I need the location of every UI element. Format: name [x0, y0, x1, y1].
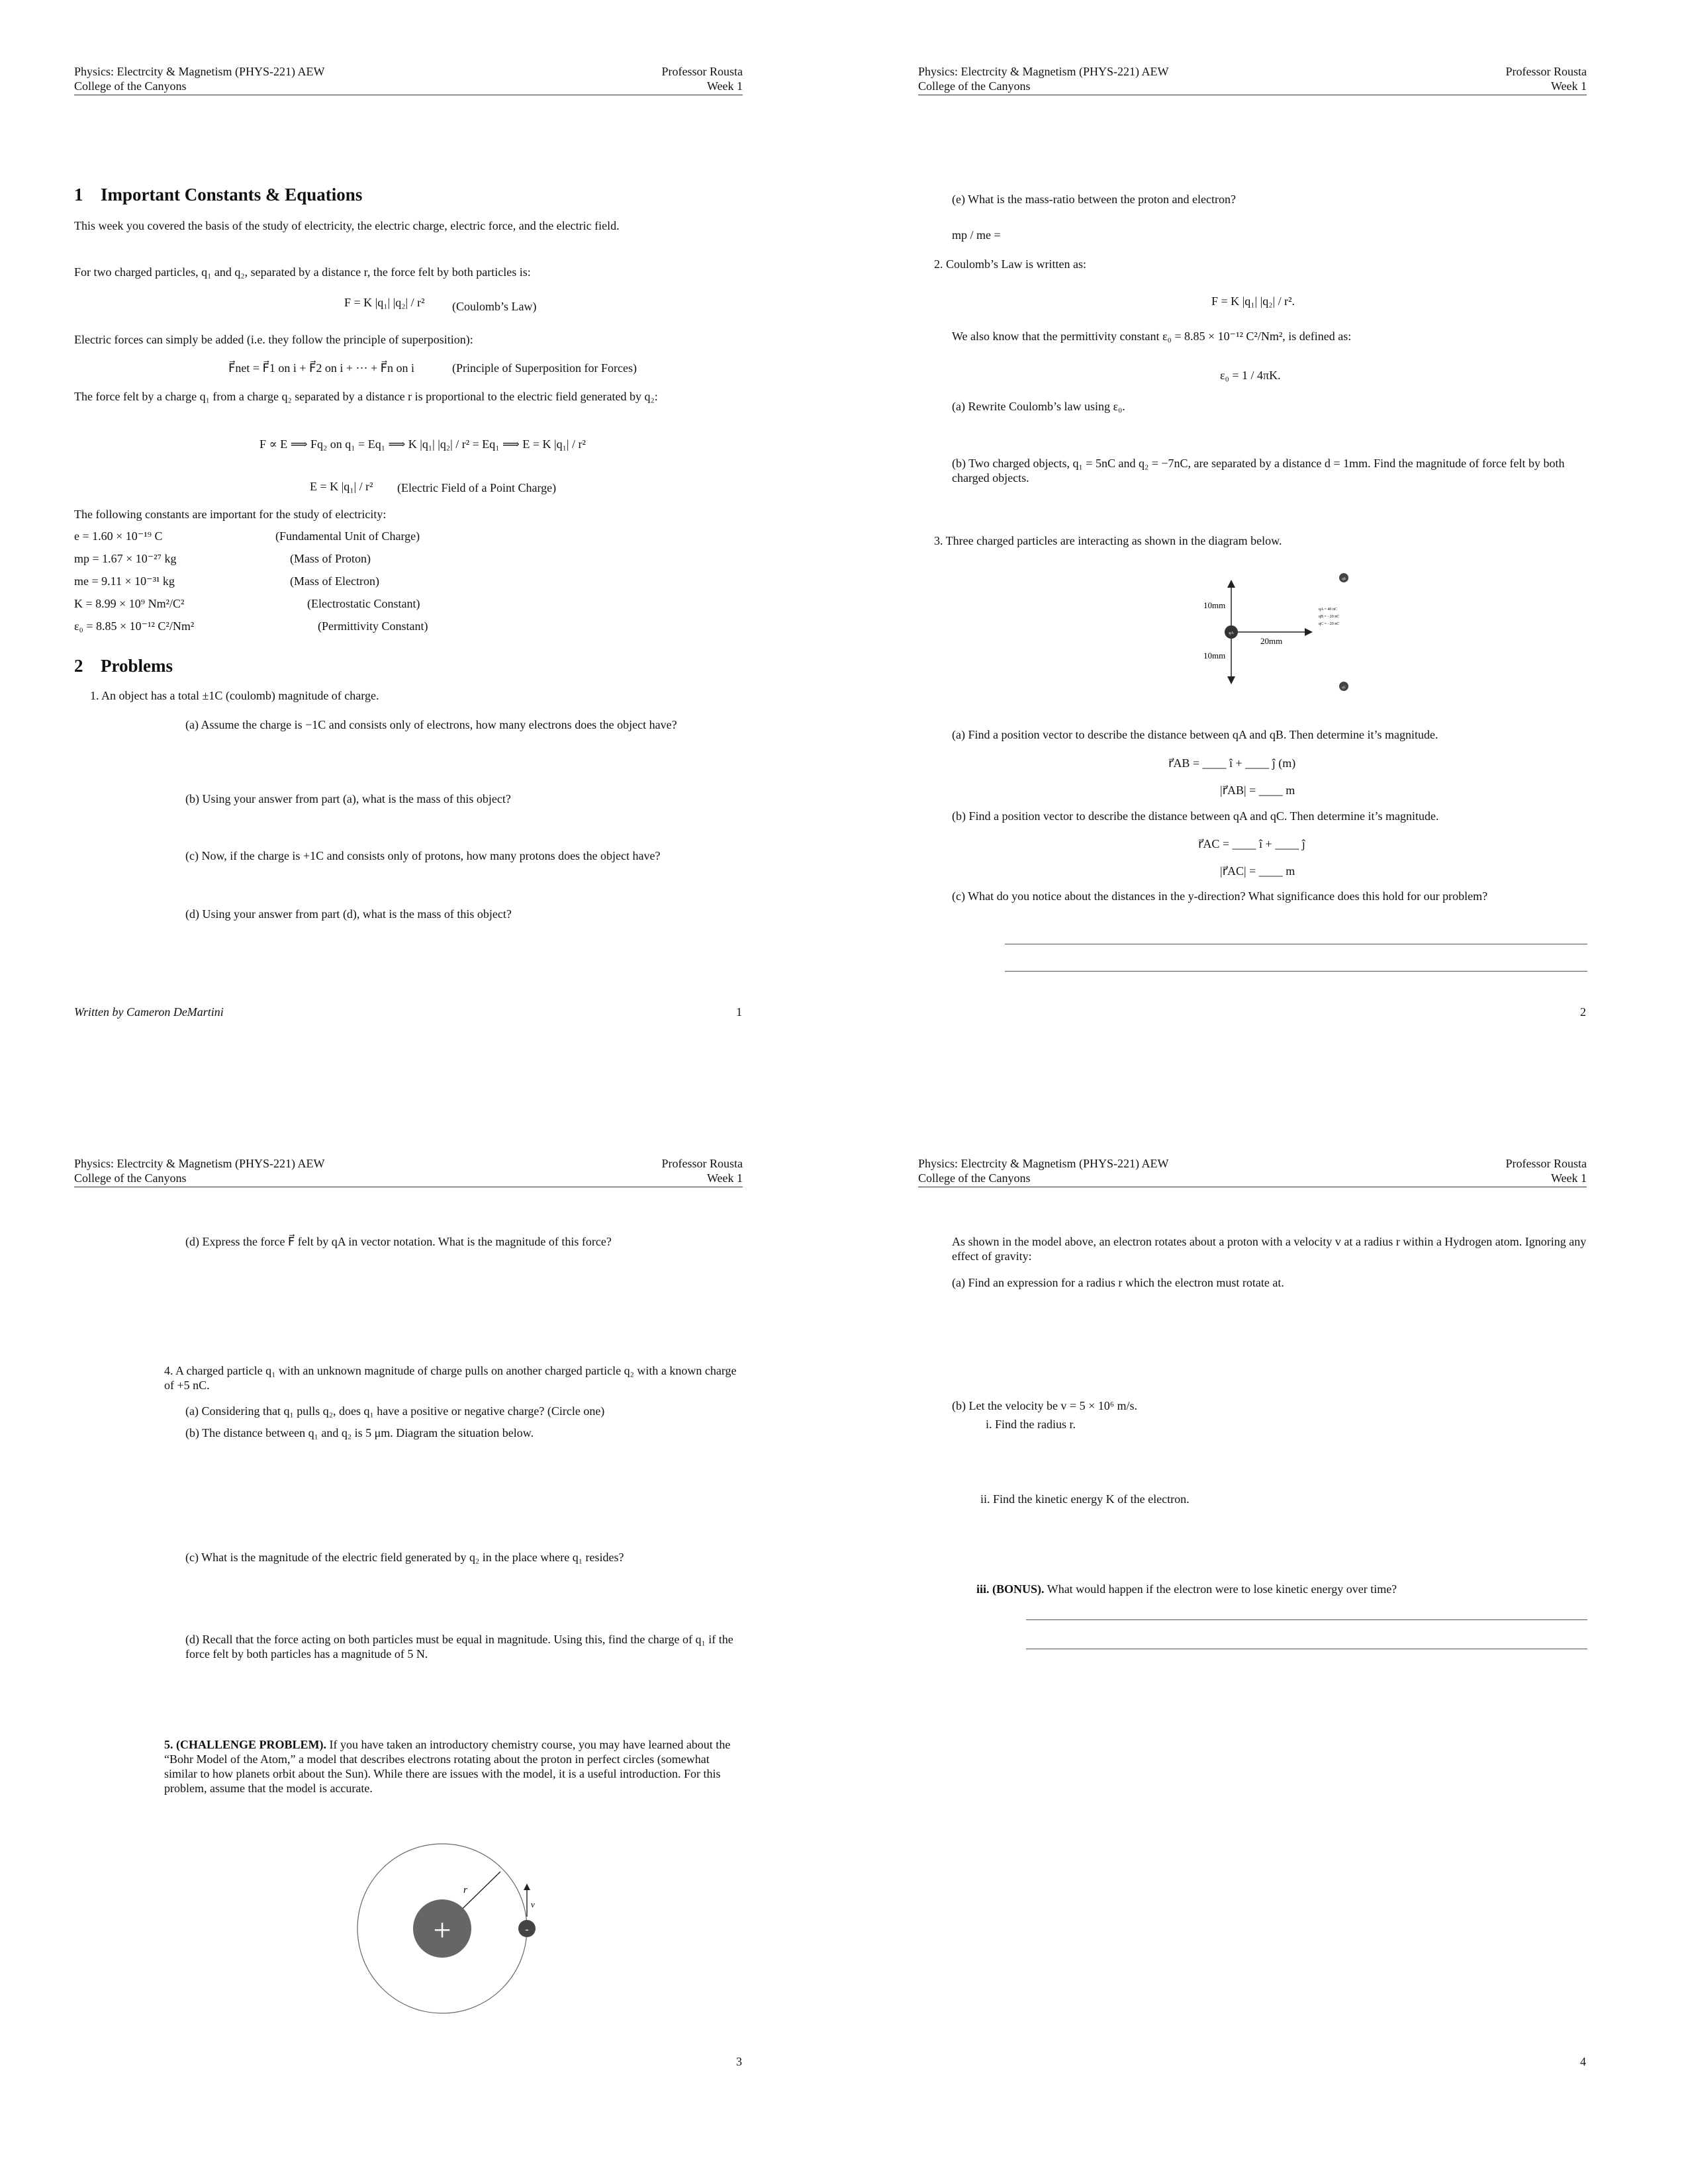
problem-2b: (b) Two charged objects, q₁ = 5nC and q₂ = −7nC, are separated by a distance d = 1mm. Find the magnitude of force felt by both charged objects.: [952, 457, 1565, 484]
header-right: [662, 1156, 743, 1185]
superposition-label: (Principle of Superposition for Forces): [452, 361, 637, 375]
problem-5b: (b) Let the velocity be v = 5 × 10⁶ m/s.: [952, 1399, 1138, 1412]
header-left: [918, 64, 1168, 93]
velocity-arrowhead: [524, 1884, 530, 1890]
charge-c-label: qC: [1342, 686, 1346, 690]
horizontal-distance-label: 20mm: [1260, 636, 1283, 646]
constant-label: (Fundamental Unit of Charge): [275, 529, 420, 543]
page-number: 2: [1580, 1005, 1586, 1019]
charges-diagram: [1178, 566, 1383, 698]
problem-5-title: 5. (CHALLENGE PROBLEM).: [164, 1738, 327, 1751]
charge-b-label: qB: [1342, 578, 1346, 581]
instructor-name: Professor Rousta: [1505, 1157, 1587, 1170]
point-field-label: (Electric Field of a Point Charge): [397, 481, 557, 494]
coulomb-equation: F = K |q₁| |q₂| / r²: [344, 296, 425, 309]
problem-4d: (d) Recall that the force acting on both particles must be equal in magnitude. Using this, find the charge of q₁ if the force felt by both particles has a magnitude of 5 N.: [185, 1633, 733, 1661]
mass-ratio-equation: mp / me =: [952, 228, 1001, 242]
section-heading: [74, 655, 173, 676]
section-title: Problems: [101, 656, 173, 676]
course-title: Physics: Electrcity & Magnetism (PHYS-221) AEW: [74, 65, 325, 78]
problem-1c: (c) Now, if the charge is +1C and consists only of protons, how many protons does the object have?: [185, 849, 661, 862]
field-paragraph: The force felt by a charge q₁ from a charge q₂ separated by a distance r is proportional to the electric field generated by q₂:: [74, 390, 658, 403]
header-right: [1506, 1156, 1587, 1185]
problem-5a: (a) Find an expression for a radius r which the electron must rotate at.: [952, 1276, 1284, 1289]
pair-paragraph: For two charged particles, q₁ and q₂, separated by a distance r, the force felt by both particles is:: [74, 265, 531, 279]
constant-label: (Mass of Proton): [290, 552, 371, 565]
problem-5b-iii: [976, 1582, 1397, 1596]
page-4: [844, 1092, 1688, 2184]
legend-entry: qA = 40 nC: [1319, 608, 1337, 612]
problem-4c: (c) What is the magnitude of the electric field generated by q₂ in the place where q₁ resides?: [185, 1551, 624, 1564]
top-distance-label: 10mm: [1203, 600, 1226, 610]
answer-line: [1005, 971, 1587, 972]
page-3: [0, 1092, 844, 2184]
magnitude-ab: |r⃗AB| = ____ m: [1220, 784, 1295, 797]
page-number: 4: [1580, 2055, 1586, 2068]
proton-sign: +: [433, 1913, 451, 1948]
coulomb-equation: F = K |q₁| |q₂| / r².: [1211, 295, 1295, 308]
school-name: College of the Canyons: [918, 1171, 1031, 1185]
problem-3b: (b) Find a position vector to describe the distance between qA and qC. Then determine it’s magnitude.: [952, 809, 1439, 823]
constant-expr: K = 8.99 × 10⁹ Nm²/C²: [74, 597, 185, 610]
week-label: Week 1: [1550, 1171, 1587, 1185]
problem-1a: (a) Assume the charge is −1C and consists only of electrons, how many electrons does the object have?: [185, 718, 677, 731]
problem-2: 2. Coulomb’s Law is written as:: [934, 257, 1086, 271]
electron-sign: -: [525, 1924, 529, 1935]
charge-a-label: qA: [1229, 631, 1234, 635]
radius-label: r: [463, 1885, 467, 1895]
problem-3a: (a) Find a position vector to describe the distance between qA and qB. Then determine it’s magnitude.: [952, 728, 1438, 741]
coulomb-label: (Coulomb’s Law): [452, 300, 537, 313]
section-number: 2: [74, 656, 83, 676]
problem-5b-i: i. Find the radius r.: [986, 1418, 1076, 1431]
page-2: [844, 0, 1688, 1092]
problem-1: 1. An object has a total ±1C (coulomb) magnitude of charge.: [90, 689, 379, 702]
problem-3d: (d) Express the force F⃗ felt by qA in vector notation. What is the magnitude of this force?: [185, 1235, 612, 1248]
point-field-equation: E = K |q₁| / r²: [310, 480, 373, 493]
school-name: College of the Canyons: [74, 79, 187, 93]
velocity-label: v: [531, 1899, 535, 1909]
header-right: [1506, 64, 1587, 93]
bohr-intro: As shown in the model above, an electron rotates about a proton with a velocity v at a radius r within a Hydrogen atom. Ignoring any effect of gravity:: [952, 1235, 1587, 1263]
section-heading: [74, 184, 362, 205]
header-left: [918, 1156, 1168, 1185]
legend-entry: qB = −20 nC: [1319, 615, 1340, 619]
problem-4: 4. A charged particle q₁ with an unknown magnitude of charge pulls on another charged particle q₂ with a known charge of +5 nC.: [164, 1364, 737, 1392]
epsilon-equation: ε₀ = 1 / 4πK.: [1220, 369, 1281, 382]
legend-entry: qC = −20 nC: [1319, 622, 1340, 626]
position-vector-ab: r⃗AB = ____ î + ____ ĵ (m): [1168, 756, 1296, 770]
bonus-title: iii. (BONUS).: [976, 1582, 1045, 1596]
constant-expr: e = 1.60 × 10⁻¹⁹ C: [74, 529, 163, 543]
problem-5: [164, 1737, 743, 1796]
header-left: [74, 64, 324, 93]
bonus-text: What would happen if the electron were to lose kinetic energy over time?: [1047, 1582, 1397, 1596]
constant-expr: ε₀ = 8.85 × 10⁻¹² C²/Nm²: [74, 619, 195, 633]
constant-label: (Permittivity Constant): [318, 619, 428, 633]
section-title: Important Constants & Equations: [101, 185, 363, 205]
page-1: [0, 0, 844, 1092]
page-number: 3: [736, 2055, 742, 2068]
magnitude-ac: |r⃗AC| = ____ m: [1220, 864, 1295, 878]
problem-4b: (b) The distance between q₁ and q₂ is 5 μm. Diagram the situation below.: [185, 1426, 534, 1439]
author-footer: Written by Cameron DeMartini: [74, 1005, 224, 1019]
page-number: 1: [736, 1005, 742, 1019]
instructor-name: Professor Rousta: [661, 65, 743, 78]
problem-1b: (b) Using your answer from part (a), what is the mass of this object?: [185, 792, 511, 805]
instructor-name: Professor Rousta: [1505, 65, 1587, 78]
intro-paragraph: This week you covered the basis of the study of electricity, the electric charge, electric force, and the electric field.: [74, 219, 620, 232]
week-label: Week 1: [1550, 79, 1587, 93]
week-label: Week 1: [706, 79, 743, 93]
course-title: Physics: Electrcity & Magnetism (PHYS-221) AEW: [74, 1157, 325, 1170]
problem-1d: (d) Using your answer from part (d), what is the mass of this object?: [185, 907, 512, 921]
bohr-model-diagram: [344, 1820, 543, 2032]
problem-3c: (c) What do you notice about the distances in the y-direction? What significance does this hold for our problem?: [952, 889, 1488, 903]
section-number: 1: [74, 185, 83, 205]
bottom-distance-label: 10mm: [1203, 651, 1226, 660]
page-header: [918, 1156, 1587, 1187]
problem-5b-ii: ii. Find the kinetic energy K of the electron.: [980, 1492, 1190, 1506]
problem-4a: (a) Considering that q₁ pulls q₂, does q₁ have a positive or negative charge? (Circle one): [185, 1404, 605, 1418]
problem-5-text: If you have taken an introductory chemistry course, you may have learned about the “Bohr Model of the Atom,” a model that describes electrons rotating about the proton in perfect circles (somewhat similar to how planets orbit about the Sun). While there are issues with the model, it is a useful introduction. For this problem, assume that the model is accurate.: [164, 1738, 731, 1795]
constant-expr: mp = 1.67 × 10⁻²⁷ kg: [74, 552, 177, 565]
page-header: [74, 64, 743, 95]
course-title: Physics: Electrcity & Magnetism (PHYS-221) AEW: [918, 1157, 1169, 1170]
week-label: Week 1: [706, 1171, 743, 1185]
constants-intro: The following constants are important for the study of electricity:: [74, 508, 387, 521]
constant-expr: me = 9.11 × 10⁻³¹ kg: [74, 574, 175, 588]
course-title: Physics: Electrcity & Magnetism (PHYS-221) AEW: [918, 65, 1169, 78]
school-name: College of the Canyons: [918, 79, 1031, 93]
problem-2a: (a) Rewrite Coulomb’s law using ε₀.: [952, 400, 1125, 413]
instructor-name: Professor Rousta: [661, 1157, 743, 1170]
superposition-paragraph: Electric forces can simply be added (i.e. they follow the principle of superposition):: [74, 333, 473, 346]
page-header: [74, 1156, 743, 1187]
header-right: [662, 64, 743, 93]
position-vector-ac: r⃗AC = ____ î + ____ ĵ: [1198, 837, 1305, 850]
constant-label: (Mass of Electron): [290, 574, 379, 588]
superposition-equation: F⃗net = F⃗1 on i + F⃗2 on i + ··· + F⃗n on i: [228, 361, 414, 375]
answer-line: [1026, 1619, 1587, 1620]
field-chain-equation: F ∝ E ⟹ Fq₂ on q₁ = Eq₁ ⟹ K |q₁| |q₂| / r² = Eq₁ ⟹ E = K |q₁| / r²: [259, 437, 586, 451]
problem-3: 3. Three charged particles are interacting as shown in the diagram below.: [934, 534, 1282, 547]
problem-1e: (e) What is the mass-ratio between the proton and electron?: [952, 193, 1237, 206]
permittivity-paragraph: We also know that the permittivity constant ε₀ = 8.85 × 10⁻¹² C²/Nm², is defined as:: [952, 330, 1352, 343]
constant-label: (Electrostatic Constant): [307, 597, 420, 610]
school-name: College of the Canyons: [74, 1171, 187, 1185]
page-header: [918, 64, 1587, 95]
header-left: [74, 1156, 324, 1185]
